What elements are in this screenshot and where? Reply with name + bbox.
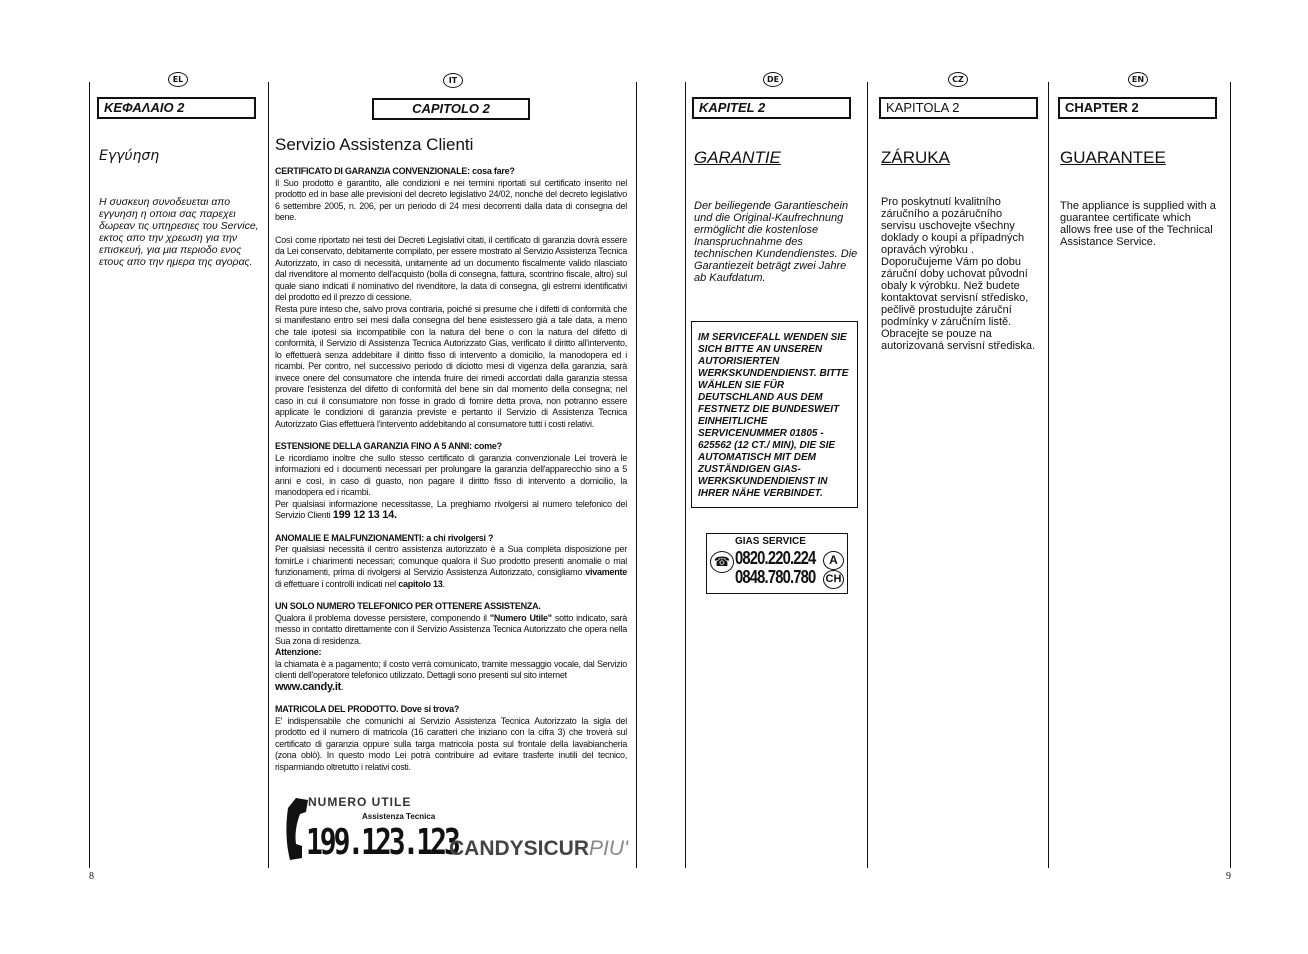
page-number-right: 9 [1226,871,1231,882]
language-badge-el: EL [168,72,188,87]
gias-phone-switzerland: 0848.780.780 [735,567,816,587]
language-badge-de: DE [763,72,783,87]
country-code-a: A [823,551,844,570]
body-text-cz: Pro poskytnutí kvalitního záručního a pozáručního servisu uschovejte všechny doklady o koupi a případných opravách výrobku . Doporučujeme Vám po dobu záruční doby uchovat původní obaly k výrobku. Než budete kontaktovat servisní středisko, pečlivě prostudujte záruční podmínky v záručním listě. Obracejte se pouze na autorizovaná servisní střediska. [881,196,1036,352]
gias-phone-austria: 0820.220.224 [735,548,816,568]
column-divider [1048,82,1049,868]
chapter-box-de: KAPITEL 2 [692,97,851,119]
website-link[interactable]: www.candy.it [275,680,342,693]
subsection-title: MATRICOLA DEL PRODOTTO. Dove si trova? [275,704,460,714]
language-badge-en: EN [1128,72,1148,87]
chapter-box-el: ΚΕΦΑΛΑΙΟ 2 [97,97,256,119]
body-text-de: Der beiliegende Garantieschein und die Original-Kaufrechnung ermöglicht die kostenlose Inanspruchnahme des technischen Kundendienstes. Die Garantiezeit beträgt zwei Jahre ab Kaufdatum. [694,200,858,284]
language-badge-cz: CZ [948,72,968,87]
body-text-el: Η συσκευη συνοδευεται απο εγγυηση η οποια σας παρεχει δωρεαν τις υπηρεσιες του Service, εκτος απο την χρεωση για την επισκευή, για μια περιοδο ενος ετους απο την ημερα της αγορας. [99,196,259,268]
subsection-title: CERTIFICATO DI GARANZIA CONVENZIONALE: cosa fare? [275,166,515,176]
chapter-box-it: CAPITOLO 2 [372,98,530,120]
numero-utile-label: NUMERO UTILE [308,795,412,809]
column-divider [685,82,686,868]
chapter-box-cz: KAPITOLA 2 [879,97,1038,119]
column-divider [867,82,868,868]
numero-utile-number: 199.123.123 [306,822,458,863]
column-divider [268,82,269,868]
country-code-ch: CH [823,570,844,589]
numero-utile-sub: Assistenza Tecnica [362,812,436,821]
language-badge-it: IT [443,73,463,88]
section-title-cz: ZÁRUKA [881,148,950,167]
subsection-title: ANOMALIE E MALFUNZIONAMENTI: a chi rivolgersi ? [275,532,494,543]
column-divider [636,82,637,868]
gias-title: GIAS SERVICE [735,536,806,547]
gias-service-box [706,533,848,594]
brand-logo: CANDYSICURPIU' [449,837,629,860]
telephone-icon: ☎ [710,551,734,573]
page-number-left: 8 [89,871,94,882]
subsection-title: ESTENSIONE DELLA GARANZIA FINO A 5 ANNI: come? [275,441,502,451]
chapter-box-en: CHAPTER 2 [1058,97,1217,119]
section-title-en: GUARANTEE [1060,148,1166,167]
subsection-title: UN SOLO NUMERO TELEFONICO PER OTTENERE ASSISTENZA. [275,601,541,611]
column-divider [1230,82,1231,868]
section-title-el: Εγγύηση [99,148,160,164]
section-title-de: GARANTIE [694,148,781,167]
column-divider [89,82,90,868]
service-notice-box-de: IM SERVICEFALL WENDEN SIE SICH BITTE AN UNSEREN AUTORISIERTEN WERKSKUNDENDIENST. BITTE WÄHLEN SIE FÜR DEUTSCHLAND AUS DEM FESTNETZ DIE BUNDESWEIT EINHEITLICHE SERVICENUMMER 01805 - 625562 (12 CT./ MIN), DIE SIE AUTOMATISCH MIT DEM ZUSTÄNDIGEN GIAS-WERKSKUNDENDIENST IN IHRER NÄHE VERBINDET. [691,321,858,508]
section-heading-it: Servizio Assistenza Clienti [275,135,474,154]
service-phone: 199 12 13 14. [332,509,397,521]
body-text-it: CERTIFICATO DI GARANZIA CONVENZIONALE: cosa fare? Il Suo prodotto è garantito, alle condizioni e nei termini riportati sul certificato inserito nel prodotto ed in base alle previsioni del decreto legislativo 24/02, nonché del decreto legislativo 6 settembre 2005, n. 206, per un periodo di 24 mesi decorrenti dalla data di consegna del bene. Così come riportato nei testi dei Decreti Legislativi citati, il certificato di garanzia dovrà essere da Lei conservato, debitamente compilato, per essere mostrato al Servizio Assistenza Tecnica Autorizzato, in caso di necessità, unitamente ad un documento fiscalmente valido rilasciato dal rivenditore al momento dell'acquisto (bolla di consegna, fattura, scontrino fiscale, altro) sul quale siano indicati il nominativo del rivenditore, la data di consegna, gli estremi identificativi del prodotto ed il prezzo di cessione. Resta pure inteso che, salvo prova contraria, poiché si presume che i difetti di conformità che si manifestano entro sei mesi dalla consegna del bene esistessero già a tale data, a meno che tale ipotesi sia incompatibile con la natura del bene o con la natura del difetto di conformità, il Servizio di Assistenza Tecnica Autorizzato Gias, verificato il diritto all'intervento, lo effettuerà senza addebitare il diritto fisso di intervento a domicilio, la manodopera ed i ricambi. Per contro, nel successivo periodo di diciotto mesi di vigenza della garanzia, sarà invece onere del consumatore che intenda fruire dei rimedi accordati dalla garanzia stessa provare l'esistenza del difetto di conformità del bene sin dal momento della consegna; nel caso in cui il consumatore non fosse in grado di fornire detta prova, non potranno essere applicate le condizioni di garanzia previste e pertanto il Servizio di Assistenza Tecnica Autorizzato Gias effettuerà l'intervento addebitando al consumatore tutti i costi relativi. ESTENSIONE DELLA GARANZIA FINO A 5 ANNI: come? Le ricordiamo inoltre che sullo stesso certificato di garanzia convenzionale Lei troverà le informazioni ed i documenti necessari per prolungare la garanzia dell'apparecchio sino a 5 anni e così, in caso di guasto, non pagare il diritto fisso di intervento a domicilio, la manodopera ed i ricambi. Per qualsiasi informazione necessitasse, La preghiamo rivolgersi al numero telefonico del Servizio Clienti 199 12 13 14. ANOMALIE E MALFUNZIONAMENTI: a chi rivolgersi ? Per qualsiasi necessità il centro assistenza autorizzato è a Sua completa disposizione per fornirLe i chiarimenti necessari; comunque qualora il Suo prodotto presenti anomalie o mal funzionamenti, prima di rivolgersi al Servizio Assistenza Autorizzato, consigliamo vivamente di effettuare i controlli indicati nel capitolo 13. UN SOLO NUMERO TELEFONICO PER OTTENERE ASSISTENZA. Qualora il problema dovesse persistere, componendo il "Numero Utile" sotto indicato, sarà messo in contatto direttamente con il Servizio Assistenza Tecnica Autorizzato che opera nella Sua zona di residenza. Attenzione: la chiamata è a pagamento; il costo verrà comunicato, tramite messaggio vocale, dal Servizio clienti dell'operatore telefonico utilizzato. Dettagli sono presenti sul sito internet www.candy.it. MATRICOLA DEL PRODOTTO. Dove si trova? E' indispensabile che comunichi al Servizio Assistenza Tecnica Autorizzato la sigla del prodotto ed il numero di matricola (16 caratteri che iniziano con la cifra 3) che troverà sul certificato di garanzia oppure sulla targa matricola posta sul frontale della lavabiancheria (zona oblò). In questo modo Lei potrà contribuire ad evitare trasferte inutili del tecnico, risparmiando oltretutto i relativi costi. [275,166,627,772]
body-text-en: The appliance is supplied with a guarantee certificate which allows free use of the Technical Assistance Service. [1060,200,1216,248]
